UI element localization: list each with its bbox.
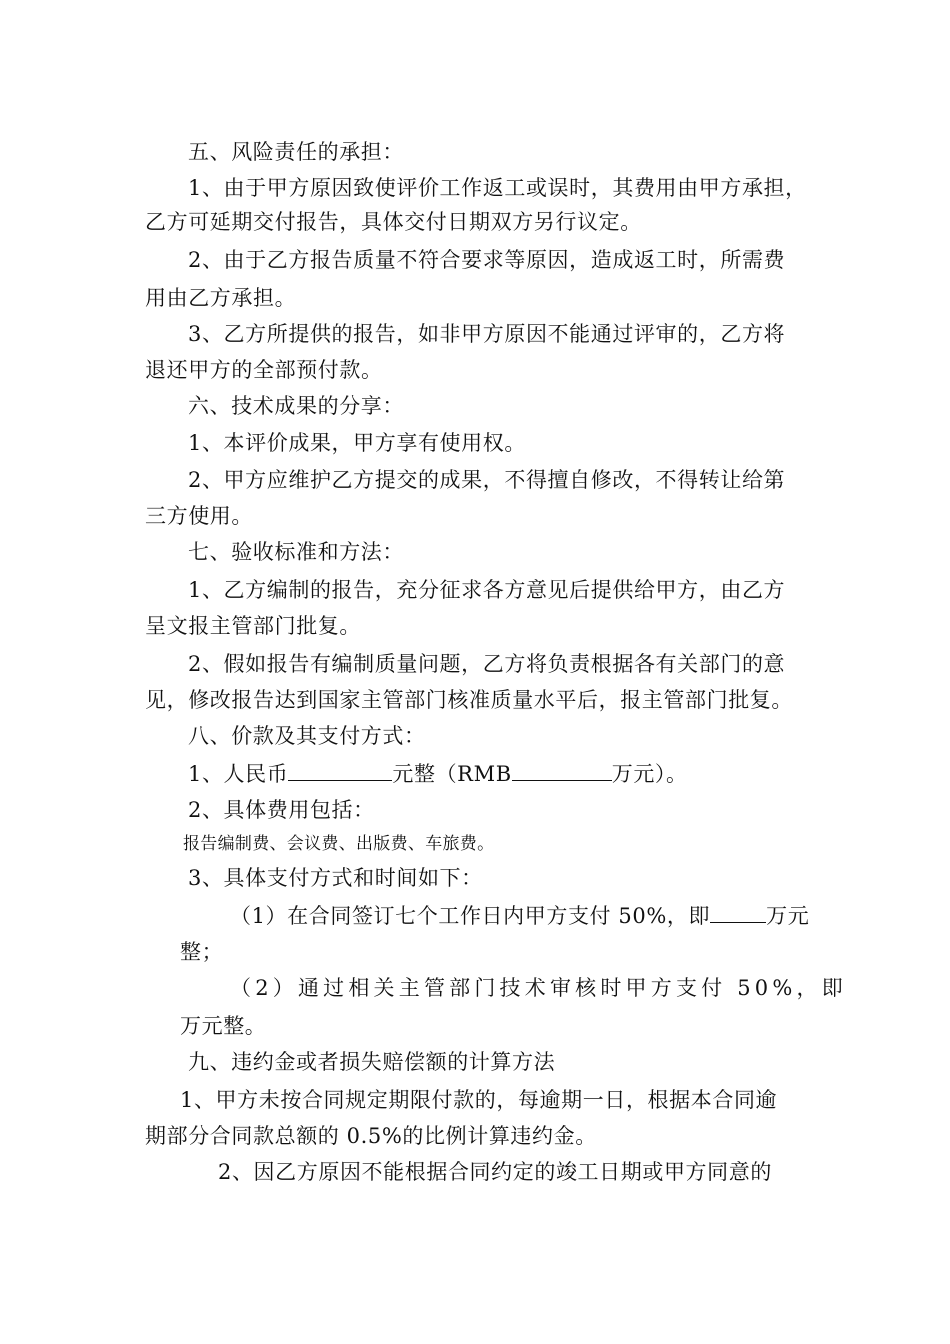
- sec8-item1-prefix: 1、人民币: [188, 762, 289, 786]
- sec5-item2-line1: 2、由于乙方报告质量不符合要求等原因，造成返工时，所需费: [188, 248, 786, 272]
- sec8-item1-mid: 元整（RMB: [392, 762, 512, 786]
- section-9-title: 九、违约金或者损失赔偿额的计算方法: [188, 1050, 556, 1074]
- sec8-item2: 2、具体费用包括：: [188, 798, 375, 822]
- sec5-item3-line2: 退还甲方的全部预付款。: [145, 358, 383, 382]
- section-7-title: 七、验收标准和方法：: [188, 540, 404, 564]
- sec9-item1-line1: 1、甲方未按合同规定期限付款的，每逾期一日，根据本合同逾: [180, 1088, 778, 1112]
- payment1-amount-blank: [710, 902, 766, 923]
- section-5-title: 五、风险责任的承担：: [188, 140, 404, 164]
- sec8-payment2-line2: 万元整。: [180, 1014, 267, 1038]
- sec7-item1-line2: 呈文报主管部门批复。: [145, 614, 361, 638]
- sec8-item2-detail: 报告编制费、会议费、出版费、车旅费。: [183, 834, 495, 854]
- sec5-item1-line1: 1、由于甲方原因致使评价工作返工或误时，其费用由甲方承担，: [188, 176, 807, 200]
- sec5-item2-line2: 用由乙方承担。: [145, 286, 297, 310]
- sec8-item1-suffix: 万元）。: [611, 762, 688, 786]
- sec7-item1-line1: 1、乙方编制的报告，充分征求各方意见后提供给甲方，由乙方: [188, 578, 786, 602]
- rmb-wan-blank: [512, 760, 612, 781]
- sec8-payment1: [230, 902, 809, 930]
- section-8-title: 八、价款及其支付方式：: [188, 724, 426, 748]
- sec9-item1-line2: 期部分合同款总额的 0.5%的比例计算违约金。: [145, 1124, 597, 1148]
- sec8-payment1-suffix: 万元: [766, 904, 810, 928]
- sec8-item1: [188, 760, 688, 788]
- sec9-item2-line1: 2、因乙方原因不能根据合同约定的竣工日期或甲方同意的: [218, 1160, 772, 1184]
- sec5-item1-line2: 乙方可延期交付报告，具体交付日期双方另行议定。: [145, 210, 642, 234]
- sec8-payment1-cont: 整；: [180, 940, 224, 964]
- sec6-item2-line1: 2、甲方应维护乙方提交的成果，不得擅自修改，不得转让给第: [188, 468, 786, 492]
- rmb-amount-blank: [288, 760, 392, 781]
- sec8-payment2-line1: （2）通过相关主管部门技术审核时甲方支付 50%，即: [230, 976, 847, 1000]
- sec8-item3: 3、具体支付方式和时间如下：: [188, 866, 483, 890]
- sec7-item2-line1: 2、假如报告有编制质量问题，乙方将负责根据各有关部门的意: [188, 652, 786, 676]
- sec5-item3-line1: 3、乙方所提供的报告，如非甲方原因不能通过评审的，乙方将: [188, 322, 786, 346]
- sec8-payment1-prefix: （1）在合同签订七个工作日内甲方支付 50%，即: [230, 904, 711, 928]
- sec7-item2-line2: 见，修改报告达到国家主管部门核准质量水平后，报主管部门批复。: [145, 688, 793, 712]
- section-6-title: 六、技术成果的分享：: [188, 394, 404, 418]
- sec6-item1: 1、本评价成果，甲方享有使用权。: [188, 431, 526, 455]
- sec6-item2-line2: 三方使用。: [145, 504, 253, 528]
